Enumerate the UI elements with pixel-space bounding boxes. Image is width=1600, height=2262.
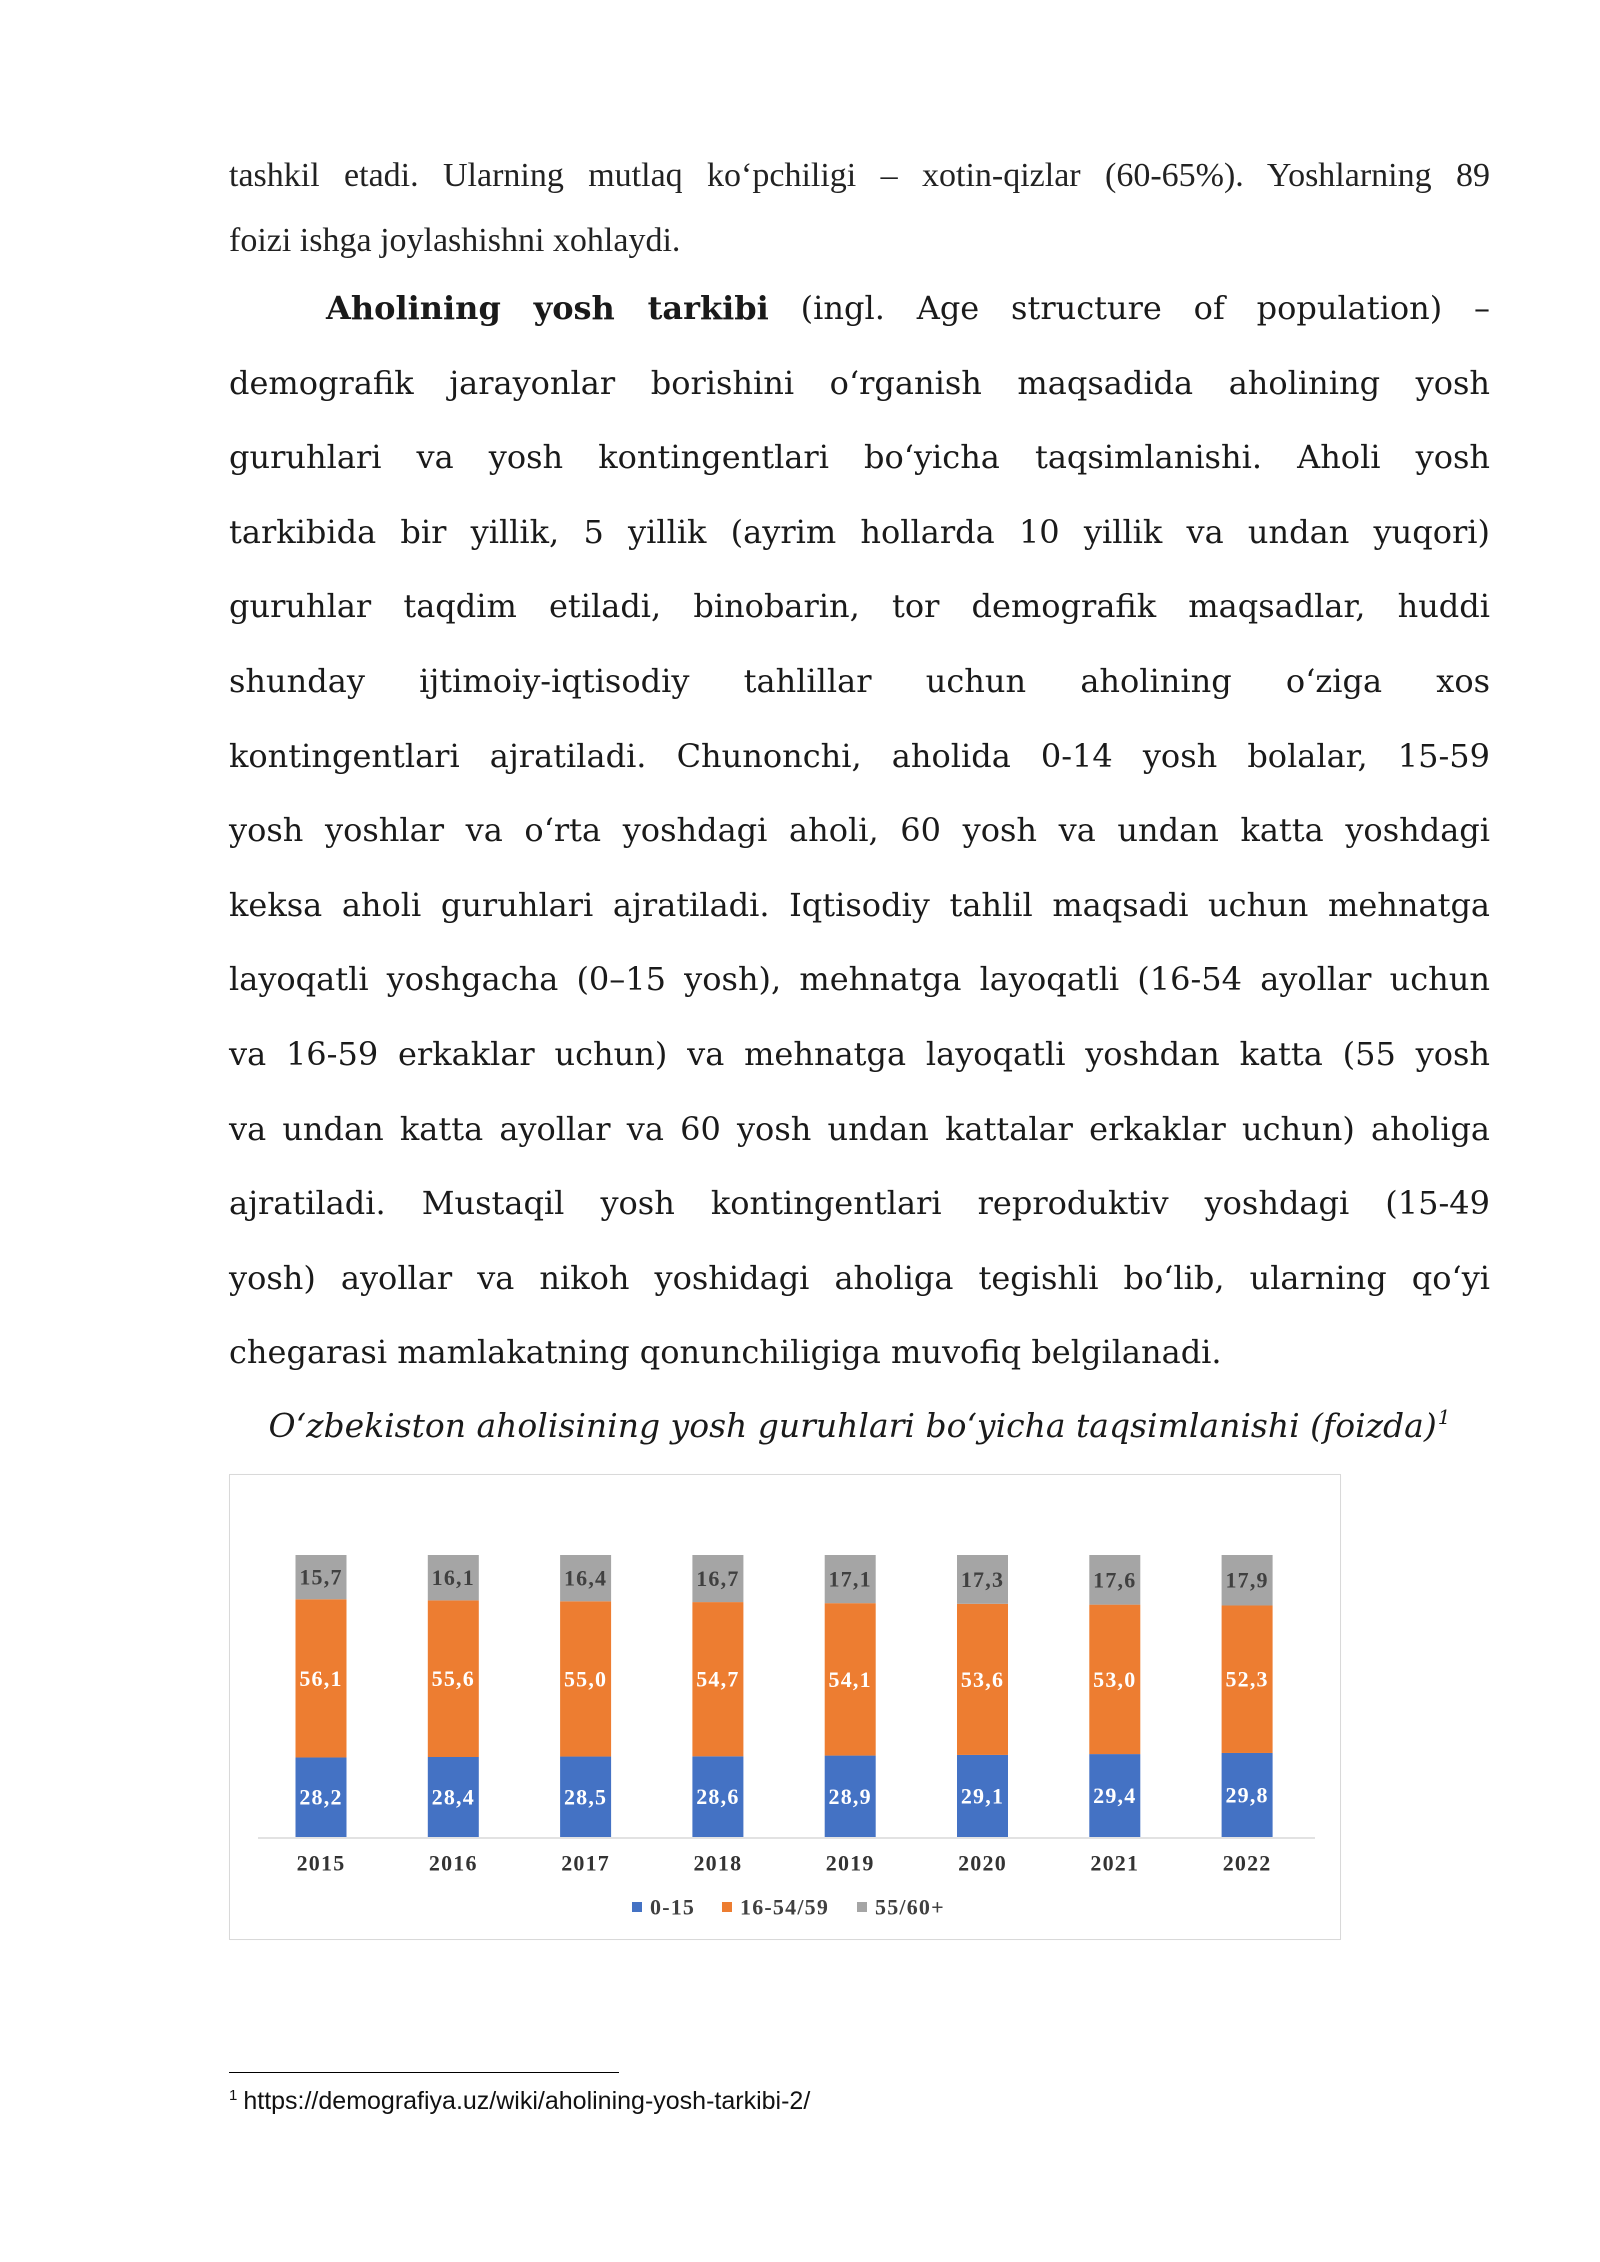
footnote-reference: 1: [1437, 1405, 1451, 1429]
legend-swatch: [632, 1902, 642, 1912]
x-tick-label-2019: 2019: [825, 1850, 875, 1876]
data-label-0-15-2017: 28,5: [563, 1784, 608, 1810]
data-label-55-60-plus-2015: 15,7: [299, 1564, 343, 1590]
x-tick-label-2022: 2022: [1222, 1850, 1272, 1876]
x-axis-tick-labels: [297, 1851, 1272, 1876]
x-tick-label-2015: 2015: [296, 1850, 346, 1876]
x-tick-label-2016: 2016: [428, 1850, 478, 1876]
data-label-16-54-59-2018: 54,7: [696, 1666, 740, 1692]
legend-item-55-60-plus: [857, 1895, 945, 1920]
text-line: guruhlar taqdim etiladi, binobarin, tor demografik maqsadlar, huddi: [229, 587, 1490, 626]
data-label-55-60-plus-2022: 17,9: [1225, 1567, 1269, 1593]
legend-label: 16-54/59: [740, 1894, 830, 1920]
data-label-0-15-2015: 28,2: [299, 1784, 343, 1810]
legend: [632, 1895, 945, 1920]
data-label-0-15-2022: 29,8: [1225, 1782, 1269, 1808]
data-label-0-15-2020: 29,1: [960, 1783, 1005, 1809]
legend-swatch: [722, 1902, 732, 1912]
legend-item-16-54-59: [722, 1895, 829, 1920]
x-tick-label-2018: 2018: [693, 1850, 743, 1876]
data-label-16-54-59-2021: 53,0: [1093, 1666, 1137, 1692]
text-line: chegarasi mamlakatning qonunchiligiga muvofiq belgilanadi.: [229, 1333, 1222, 1372]
paragraph-age-structure: [229, 271, 1490, 1390]
chart-svg: [230, 1475, 1340, 1939]
data-label-0-15-2021: 29,4: [1093, 1783, 1137, 1809]
text-line: kontingentlari ajratiladi. Chunonchi, aholida 0-14 yosh bolalar, 15-59: [229, 736, 1490, 775]
data-label-0-15-2019: 28,9: [828, 1783, 872, 1809]
data-label-55-60-plus-2018: 16,7: [696, 1566, 740, 1592]
x-tick-label-2017: 2017: [561, 1850, 611, 1876]
bold-term: Aholining yosh tarkibi: [326, 289, 769, 327]
data-label-55-60-plus-2016: 16,1: [431, 1565, 475, 1591]
text-line: demografik jarayonlar borishini o‘rganish maqsadida aholining yosh: [229, 363, 1490, 402]
text-line: shunday ijtimoiy-iqtisodiy tahlillar uchun aholining o‘ziga xos: [229, 661, 1490, 700]
x-tick-label-2020: 2020: [958, 1850, 1007, 1876]
data-label-16-54-59-2022: 52,3: [1225, 1666, 1269, 1692]
data-label-16-54-59-2016: 55,6: [431, 1666, 475, 1692]
text-line: yosh) ayollar va nikoh yoshidagi aholiga tegishli bo‘lib, ularning qo‘yi: [229, 1258, 1490, 1297]
text-line: yosh yoshlar va o‘rta yoshdagi aholi, 60 yosh va undan katta yoshdagi: [229, 811, 1490, 850]
data-label-55-60-plus-2020: 17,3: [960, 1566, 1005, 1592]
text-line: [229, 271, 1490, 346]
footnote-separator: [229, 2072, 619, 2073]
footnote-marker: 1: [229, 2087, 238, 2104]
footnote-url[interactable]: https://demografiya.uz/wiki/aholining-yosh-tarkibi-2/: [243, 2087, 811, 2115]
data-label-0-15-2016: 28,4: [431, 1784, 475, 1810]
paragraph-continuation: [229, 143, 1490, 273]
stacked-bar-chart: [230, 1475, 1340, 1939]
x-tick-label-2021: 2021: [1090, 1850, 1140, 1876]
data-label-16-54-59-2015: 56,1: [299, 1665, 343, 1691]
data-label-55-60-plus-2019: 17,1: [828, 1566, 872, 1592]
text-run: (ingl. Age structure of population) –: [800, 289, 1491, 327]
text-line: foizi ishga joylashishni xohlaydi.: [229, 222, 681, 259]
data-label-55-60-plus-2021: 17,6: [1093, 1567, 1137, 1593]
footnote: [229, 2085, 1490, 2121]
text-line: va 16-59 erkaklar uchun) va mehnatga layoqatli yoshdan katta (55 yosh: [229, 1034, 1490, 1073]
legend-label: 55/60+: [875, 1894, 945, 1920]
text-line: ajratiladi. Mustaqil yosh kontingentlari reproduktiv yoshdagi (15-49: [229, 1184, 1490, 1223]
text-line: keksa aholi guruhlari ajratiladi. Iqtisodiy tahlil maqsadi uchun mehnatga: [229, 885, 1490, 924]
legend-label: 0-15: [650, 1894, 696, 1920]
text-line: tashkil etadi. Ularning mutlaq ko‘pchiligi – xotin-qizlar (60-65%). Yoshlarning 89: [229, 157, 1490, 194]
legend-swatch: [857, 1902, 867, 1912]
caption-text: O‘zbekiston aholisining yosh guruhlari bo‘yicha taqsimlanishi (foizda): [268, 1406, 1437, 1445]
data-label-55-60-plus-2017: 16,4: [563, 1565, 608, 1591]
figure-caption: [229, 1401, 1490, 1451]
data-label-16-54-59-2017: 55,0: [563, 1666, 608, 1692]
text-line: va undan katta ayollar va 60 yosh undan kattalar erkaklar uchun) aholiga: [229, 1109, 1490, 1148]
data-label-0-15-2018: 28,6: [696, 1784, 740, 1810]
text-line: layoqatli yoshgacha (0–15 yosh), mehnatga layoqatli (16-54 ayollar uchun: [229, 960, 1490, 999]
legend-item-0-15: [632, 1895, 695, 1920]
data-label-16-54-59-2019: 54,1: [828, 1666, 872, 1692]
text-line: guruhlari va yosh kontingentlari bo‘yicha taqsimlanishi. Aholi yosh: [229, 438, 1490, 477]
data-label-16-54-59-2020: 53,6: [960, 1666, 1005, 1692]
text-line: tarkibida bir yillik, 5 yillik (ayrim hollarda 10 yillik va undan yuqori): [229, 512, 1490, 551]
